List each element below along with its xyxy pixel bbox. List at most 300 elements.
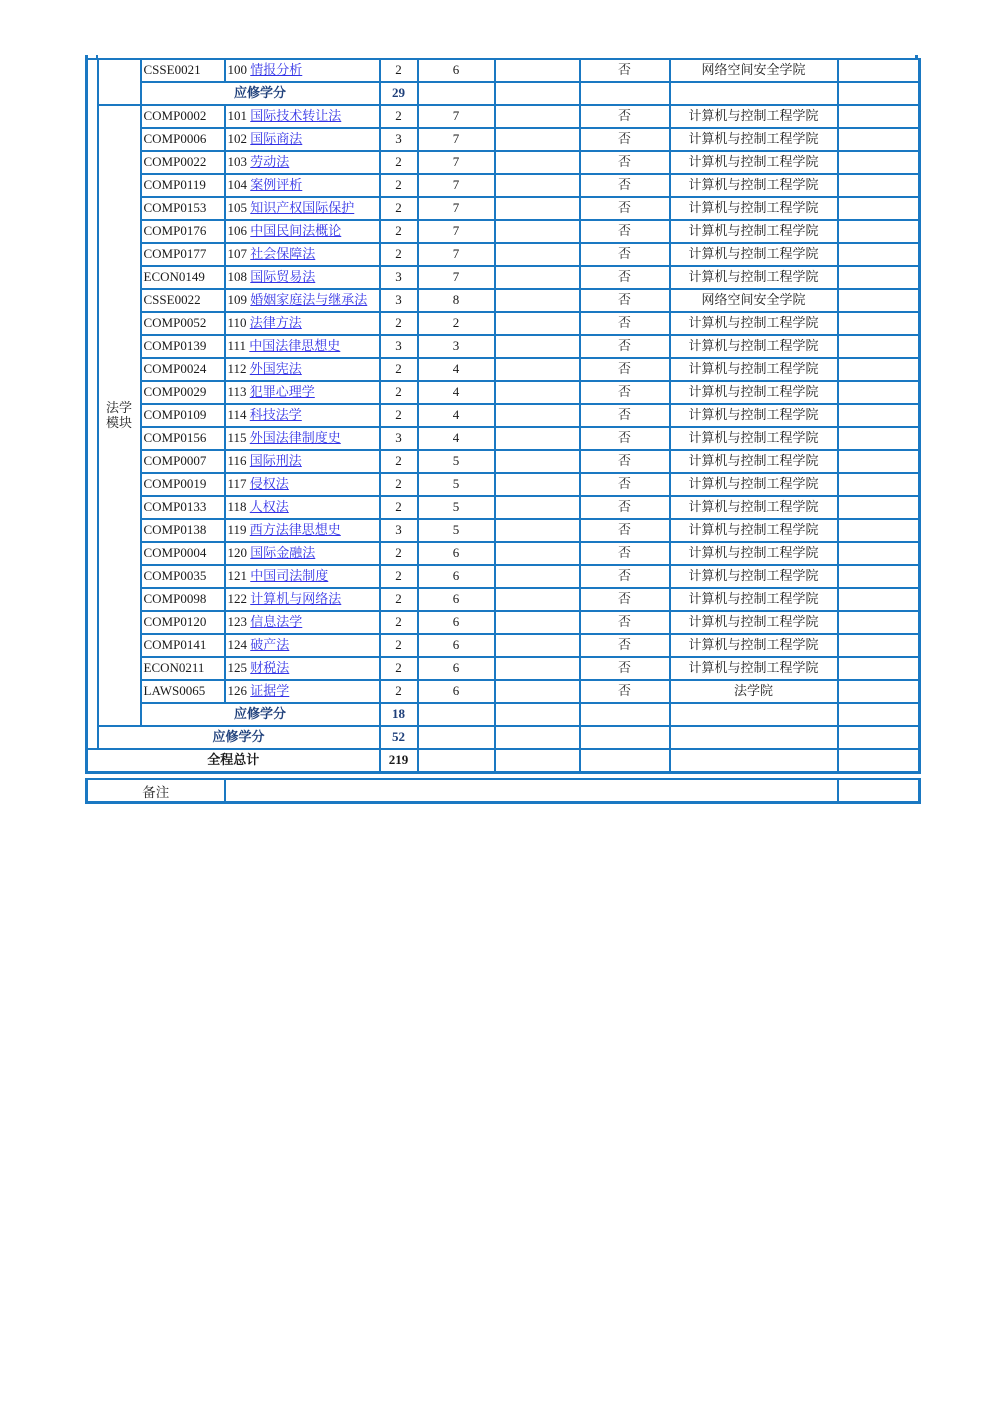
empty-cell xyxy=(838,59,920,82)
empty-cell xyxy=(838,611,920,634)
course-name-cell xyxy=(225,542,380,565)
empty-cell xyxy=(495,197,580,220)
course-row xyxy=(87,565,920,588)
empty-cell xyxy=(495,174,580,197)
course-row xyxy=(87,335,920,358)
subtotal-credits: 29 xyxy=(380,82,418,105)
course-semester: 4 xyxy=(418,381,495,404)
course-number: 105 xyxy=(227,200,247,216)
empty-cell xyxy=(838,335,920,358)
course-number: 102 xyxy=(227,131,247,147)
course-semester: 7 xyxy=(418,174,495,197)
course-name-cell xyxy=(225,266,380,289)
course-name-cell xyxy=(225,496,380,519)
course-credits: 2 xyxy=(380,565,418,588)
course-semester: 4 xyxy=(418,404,495,427)
empty-cell xyxy=(838,680,920,703)
course-row xyxy=(87,197,920,220)
course-exam-flag: 否 xyxy=(580,151,670,174)
course-name-cell xyxy=(225,381,380,404)
course-credits: 3 xyxy=(380,519,418,542)
course-number: 100 xyxy=(227,62,247,78)
course-semester: 5 xyxy=(418,519,495,542)
empty-cell xyxy=(495,381,580,404)
course-link[interactable]: 中国司法制度 xyxy=(250,568,329,584)
course-row xyxy=(87,634,920,657)
empty-cell xyxy=(495,473,580,496)
course-code: COMP0176 xyxy=(141,220,225,243)
course-credits: 3 xyxy=(380,128,418,151)
course-credits: 2 xyxy=(380,197,418,220)
course-number: 121 xyxy=(227,568,247,584)
course-name-cell xyxy=(225,657,380,680)
course-credits: 2 xyxy=(380,473,418,496)
course-name-cell xyxy=(225,680,380,703)
course-table xyxy=(85,58,921,774)
empty-cell xyxy=(838,657,920,680)
empty-cell xyxy=(495,335,580,358)
empty-cell xyxy=(495,105,580,128)
course-college: 网络空间安全学院 xyxy=(670,289,838,312)
course-college: 网络空间安全学院 xyxy=(670,59,838,82)
course-college: 计算机与控制工程学院 xyxy=(670,519,838,542)
empty-cell xyxy=(495,611,580,634)
course-exam-flag: 否 xyxy=(580,588,670,611)
course-semester: 7 xyxy=(418,151,495,174)
course-row xyxy=(87,542,920,565)
course-code: COMP0138 xyxy=(141,519,225,542)
course-link[interactable]: 知识产权国际保护 xyxy=(250,200,355,216)
course-college: 计算机与控制工程学院 xyxy=(670,427,838,450)
empty-cell xyxy=(495,427,580,450)
course-credits: 2 xyxy=(380,588,418,611)
empty-cell xyxy=(838,174,920,197)
course-link[interactable]: 财税法 xyxy=(250,660,290,676)
course-exam-flag: 否 xyxy=(580,128,670,151)
course-exam-flag: 否 xyxy=(580,473,670,496)
course-number: 125 xyxy=(227,660,247,676)
course-credits: 2 xyxy=(380,496,418,519)
course-row xyxy=(87,427,920,450)
course-code: ECON0149 xyxy=(141,266,225,289)
course-link[interactable]: 国际金融法 xyxy=(250,545,316,561)
course-semester: 6 xyxy=(418,657,495,680)
empty-cell xyxy=(495,657,580,680)
course-link[interactable]: 科技法学 xyxy=(249,407,302,423)
course-name-cell xyxy=(225,588,380,611)
course-college: 计算机与控制工程学院 xyxy=(670,450,838,473)
course-semester: 5 xyxy=(418,473,495,496)
empty-cell xyxy=(838,358,920,381)
course-link[interactable]: 人权法 xyxy=(249,499,289,515)
empty-cell xyxy=(838,243,920,266)
course-credits: 2 xyxy=(380,450,418,473)
course-link[interactable]: 西方法律思想史 xyxy=(249,522,341,538)
course-row xyxy=(87,519,920,542)
course-link[interactable]: 破产法 xyxy=(250,637,290,653)
course-link[interactable]: 国际商法 xyxy=(250,131,303,147)
course-exam-flag: 否 xyxy=(580,634,670,657)
course-college: 计算机与控制工程学院 xyxy=(670,404,838,427)
course-name-cell xyxy=(225,427,380,450)
course-college: 计算机与控制工程学院 xyxy=(670,105,838,128)
course-number: 108 xyxy=(227,269,247,285)
course-exam-flag: 否 xyxy=(580,565,670,588)
empty-cell xyxy=(670,82,838,105)
course-number: 120 xyxy=(227,545,247,561)
course-link[interactable]: 国际刑法 xyxy=(249,453,302,469)
course-name-cell xyxy=(225,312,380,335)
course-row xyxy=(87,404,920,427)
course-code: COMP0024 xyxy=(141,358,225,381)
course-row xyxy=(87,289,920,312)
course-row xyxy=(87,611,920,634)
course-link[interactable]: 犯罪心理学 xyxy=(249,384,315,400)
empty-cell xyxy=(838,749,920,773)
empty-cell xyxy=(838,779,920,803)
remarks-table xyxy=(85,778,921,804)
course-link[interactable]: 法律方法 xyxy=(249,315,302,331)
course-link[interactable]: 国际技术转让法 xyxy=(250,108,342,124)
empty-cell xyxy=(495,404,580,427)
course-code: COMP0022 xyxy=(141,151,225,174)
empty-cell xyxy=(838,634,920,657)
empty-cell xyxy=(495,680,580,703)
empty-cell xyxy=(418,726,495,749)
empty-cell xyxy=(838,220,920,243)
course-credits: 2 xyxy=(380,358,418,381)
course-number: 106 xyxy=(227,223,247,239)
course-link[interactable]: 情报分析 xyxy=(250,62,303,78)
course-exam-flag: 否 xyxy=(580,611,670,634)
empty-cell xyxy=(495,634,580,657)
course-college: 计算机与控制工程学院 xyxy=(670,335,838,358)
course-credits: 2 xyxy=(380,611,418,634)
course-row xyxy=(87,151,920,174)
empty-cell xyxy=(838,404,920,427)
category-spanner-cell xyxy=(87,59,98,749)
empty-cell xyxy=(838,289,920,312)
course-number: 114 xyxy=(227,407,247,423)
course-college: 计算机与控制工程学院 xyxy=(670,312,838,335)
course-number: 113 xyxy=(227,384,247,400)
course-exam-flag: 否 xyxy=(580,174,670,197)
empty-cell xyxy=(838,266,920,289)
course-code: COMP0029 xyxy=(141,381,225,404)
module-label: 法学模块 xyxy=(98,105,141,726)
course-exam-flag: 否 xyxy=(580,450,670,473)
course-name-cell xyxy=(225,151,380,174)
subtotal-credits: 18 xyxy=(380,703,418,726)
course-college: 计算机与控制工程学院 xyxy=(670,657,838,680)
course-code: COMP0119 xyxy=(141,174,225,197)
course-number: 101 xyxy=(227,108,247,124)
remarks-row xyxy=(87,779,920,803)
course-name-cell xyxy=(225,105,380,128)
course-college: 法学院 xyxy=(670,680,838,703)
empty-cell xyxy=(495,151,580,174)
course-college: 计算机与控制工程学院 xyxy=(670,588,838,611)
course-number: 122 xyxy=(227,591,247,607)
subtotal-label: 应修学分 xyxy=(141,703,380,726)
category-subtotal-row xyxy=(87,726,920,749)
course-row xyxy=(87,105,920,128)
remarks-content xyxy=(225,779,838,803)
course-number: 126 xyxy=(227,683,247,699)
course-credits: 3 xyxy=(380,427,418,450)
course-exam-flag: 否 xyxy=(580,220,670,243)
empty-cell xyxy=(670,703,838,726)
course-college: 计算机与控制工程学院 xyxy=(670,220,838,243)
course-college: 计算机与控制工程学院 xyxy=(670,174,838,197)
course-link[interactable]: 计算机与网络法 xyxy=(250,591,342,607)
subtotal-label: 应修学分 xyxy=(141,82,380,105)
course-credits: 2 xyxy=(380,657,418,680)
course-row xyxy=(87,174,920,197)
course-credits: 2 xyxy=(380,381,418,404)
course-college: 计算机与控制工程学院 xyxy=(670,634,838,657)
category-subtotal-credits: 52 xyxy=(380,726,418,749)
course-name-cell xyxy=(225,358,380,381)
empty-cell xyxy=(838,427,920,450)
border-nub xyxy=(85,55,88,58)
course-link[interactable]: 劳动法 xyxy=(250,154,290,170)
empty-cell xyxy=(838,197,920,220)
course-semester: 6 xyxy=(418,565,495,588)
course-number: 103 xyxy=(227,154,247,170)
empty-cell xyxy=(495,82,580,105)
module-cell-previous xyxy=(98,59,141,105)
course-code: COMP0153 xyxy=(141,197,225,220)
course-number: 109 xyxy=(227,292,247,308)
module-subtotal-row xyxy=(87,82,920,105)
course-code: LAWS0065 xyxy=(141,680,225,703)
course-semester: 7 xyxy=(418,220,495,243)
course-semester: 4 xyxy=(418,358,495,381)
course-number: 107 xyxy=(227,246,247,262)
empty-cell xyxy=(838,703,920,726)
course-semester: 7 xyxy=(418,105,495,128)
empty-cell xyxy=(495,565,580,588)
course-number: 116 xyxy=(227,453,247,469)
course-semester: 7 xyxy=(418,197,495,220)
course-credits: 2 xyxy=(380,220,418,243)
course-semester: 6 xyxy=(418,680,495,703)
course-number: 118 xyxy=(227,499,247,515)
category-subtotal-label: 应修学分 xyxy=(98,726,380,749)
empty-cell xyxy=(495,519,580,542)
course-code: COMP0007 xyxy=(141,450,225,473)
course-name-cell xyxy=(225,174,380,197)
module-subtotal-row xyxy=(87,703,920,726)
course-name-cell xyxy=(225,59,380,82)
empty-cell xyxy=(580,703,670,726)
empty-cell xyxy=(495,703,580,726)
course-semester: 6 xyxy=(418,59,495,82)
course-code: COMP0004 xyxy=(141,542,225,565)
course-college: 计算机与控制工程学院 xyxy=(670,381,838,404)
course-semester: 2 xyxy=(418,312,495,335)
empty-cell xyxy=(495,59,580,82)
course-semester: 7 xyxy=(418,128,495,151)
course-number: 117 xyxy=(227,476,247,492)
course-name-cell xyxy=(225,611,380,634)
remarks-label: 备注 xyxy=(87,779,225,803)
course-link[interactable]: 信息法学 xyxy=(250,614,303,630)
course-credits: 2 xyxy=(380,542,418,565)
course-code: COMP0035 xyxy=(141,565,225,588)
course-number: 111 xyxy=(227,338,247,354)
empty-cell xyxy=(495,289,580,312)
course-row xyxy=(87,59,920,82)
course-link[interactable]: 侵权法 xyxy=(249,476,289,492)
course-college: 计算机与控制工程学院 xyxy=(670,266,838,289)
empty-cell xyxy=(838,105,920,128)
course-credits: 2 xyxy=(380,634,418,657)
course-code: ECON0211 xyxy=(141,657,225,680)
course-number: 110 xyxy=(227,315,247,331)
empty-cell xyxy=(418,82,495,105)
course-row xyxy=(87,496,920,519)
course-link[interactable]: 中国民间法概论 xyxy=(250,223,342,239)
empty-cell xyxy=(838,519,920,542)
course-semester: 8 xyxy=(418,289,495,312)
empty-cell xyxy=(838,726,920,749)
course-college: 计算机与控制工程学院 xyxy=(670,128,838,151)
course-credits: 2 xyxy=(380,59,418,82)
course-link[interactable]: 证据学 xyxy=(250,683,290,699)
course-exam-flag: 否 xyxy=(580,289,670,312)
course-credits: 2 xyxy=(380,404,418,427)
empty-cell xyxy=(838,381,920,404)
course-name-cell xyxy=(225,404,380,427)
course-row xyxy=(87,381,920,404)
course-row xyxy=(87,680,920,703)
course-row xyxy=(87,358,920,381)
course-code: CSSE0022 xyxy=(141,289,225,312)
course-exam-flag: 否 xyxy=(580,59,670,82)
course-exam-flag: 否 xyxy=(580,105,670,128)
course-code: COMP0052 xyxy=(141,312,225,335)
empty-cell xyxy=(838,128,920,151)
course-college: 计算机与控制工程学院 xyxy=(670,611,838,634)
course-credits: 2 xyxy=(380,312,418,335)
empty-cell xyxy=(670,749,838,773)
course-credits: 3 xyxy=(380,266,418,289)
course-code: COMP0141 xyxy=(141,634,225,657)
course-link[interactable]: 外国法律制度史 xyxy=(249,430,341,446)
course-row xyxy=(87,266,920,289)
course-college: 计算机与控制工程学院 xyxy=(670,542,838,565)
course-link[interactable]: 外国宪法 xyxy=(249,361,302,377)
course-name-cell xyxy=(225,634,380,657)
empty-cell xyxy=(580,749,670,773)
course-credits: 2 xyxy=(380,174,418,197)
empty-cell xyxy=(418,749,495,773)
empty-cell xyxy=(838,473,920,496)
empty-cell xyxy=(670,726,838,749)
empty-cell xyxy=(495,312,580,335)
empty-cell xyxy=(580,726,670,749)
course-exam-flag: 否 xyxy=(580,404,670,427)
empty-cell xyxy=(495,243,580,266)
empty-cell xyxy=(838,496,920,519)
course-number: 123 xyxy=(227,614,247,630)
course-exam-flag: 否 xyxy=(580,358,670,381)
course-college: 计算机与控制工程学院 xyxy=(670,243,838,266)
course-number: 112 xyxy=(227,361,247,377)
course-row xyxy=(87,588,920,611)
course-semester: 5 xyxy=(418,450,495,473)
course-semester: 7 xyxy=(418,266,495,289)
table-cut-edge xyxy=(85,55,918,58)
empty-cell xyxy=(838,565,920,588)
course-credits: 3 xyxy=(380,289,418,312)
course-exam-flag: 否 xyxy=(580,312,670,335)
empty-cell xyxy=(838,151,920,174)
course-row xyxy=(87,128,920,151)
course-college: 计算机与控制工程学院 xyxy=(670,565,838,588)
course-semester: 6 xyxy=(418,542,495,565)
empty-cell xyxy=(495,542,580,565)
course-semester: 6 xyxy=(418,634,495,657)
course-exam-flag: 否 xyxy=(580,680,670,703)
empty-cell xyxy=(838,542,920,565)
course-row xyxy=(87,450,920,473)
course-code: COMP0156 xyxy=(141,427,225,450)
course-row xyxy=(87,312,920,335)
course-semester: 4 xyxy=(418,427,495,450)
empty-cell xyxy=(495,749,580,773)
empty-cell xyxy=(495,496,580,519)
course-number: 104 xyxy=(227,177,247,193)
course-link[interactable]: 中国法律思想史 xyxy=(249,338,341,354)
empty-cell xyxy=(495,128,580,151)
empty-cell xyxy=(418,703,495,726)
course-exam-flag: 否 xyxy=(580,519,670,542)
course-semester: 6 xyxy=(418,588,495,611)
course-name-cell xyxy=(225,565,380,588)
grand-total-row xyxy=(87,749,920,773)
course-link[interactable]: 婚姻家庭法与继承法 xyxy=(250,292,368,308)
empty-cell xyxy=(838,450,920,473)
course-semester: 3 xyxy=(418,335,495,358)
course-semester: 5 xyxy=(418,496,495,519)
grand-total-label: 全程总计 xyxy=(87,749,380,773)
course-code: COMP0002 xyxy=(141,105,225,128)
course-exam-flag: 否 xyxy=(580,243,670,266)
course-link[interactable]: 国际贸易法 xyxy=(250,269,316,285)
border-nub xyxy=(96,55,98,58)
course-name-cell xyxy=(225,450,380,473)
course-number: 119 xyxy=(227,522,247,538)
course-link[interactable]: 社会保障法 xyxy=(250,246,316,262)
course-code: COMP0139 xyxy=(141,335,225,358)
course-name-cell xyxy=(225,197,380,220)
course-college: 计算机与控制工程学院 xyxy=(670,151,838,174)
course-row xyxy=(87,220,920,243)
course-link[interactable]: 案例评析 xyxy=(250,177,303,193)
empty-cell xyxy=(495,450,580,473)
course-exam-flag: 否 xyxy=(580,335,670,358)
course-code: COMP0019 xyxy=(141,473,225,496)
course-credits: 2 xyxy=(380,105,418,128)
course-row xyxy=(87,243,920,266)
course-code: COMP0177 xyxy=(141,243,225,266)
course-credits: 3 xyxy=(380,335,418,358)
course-name-cell xyxy=(225,289,380,312)
course-name-cell xyxy=(225,128,380,151)
